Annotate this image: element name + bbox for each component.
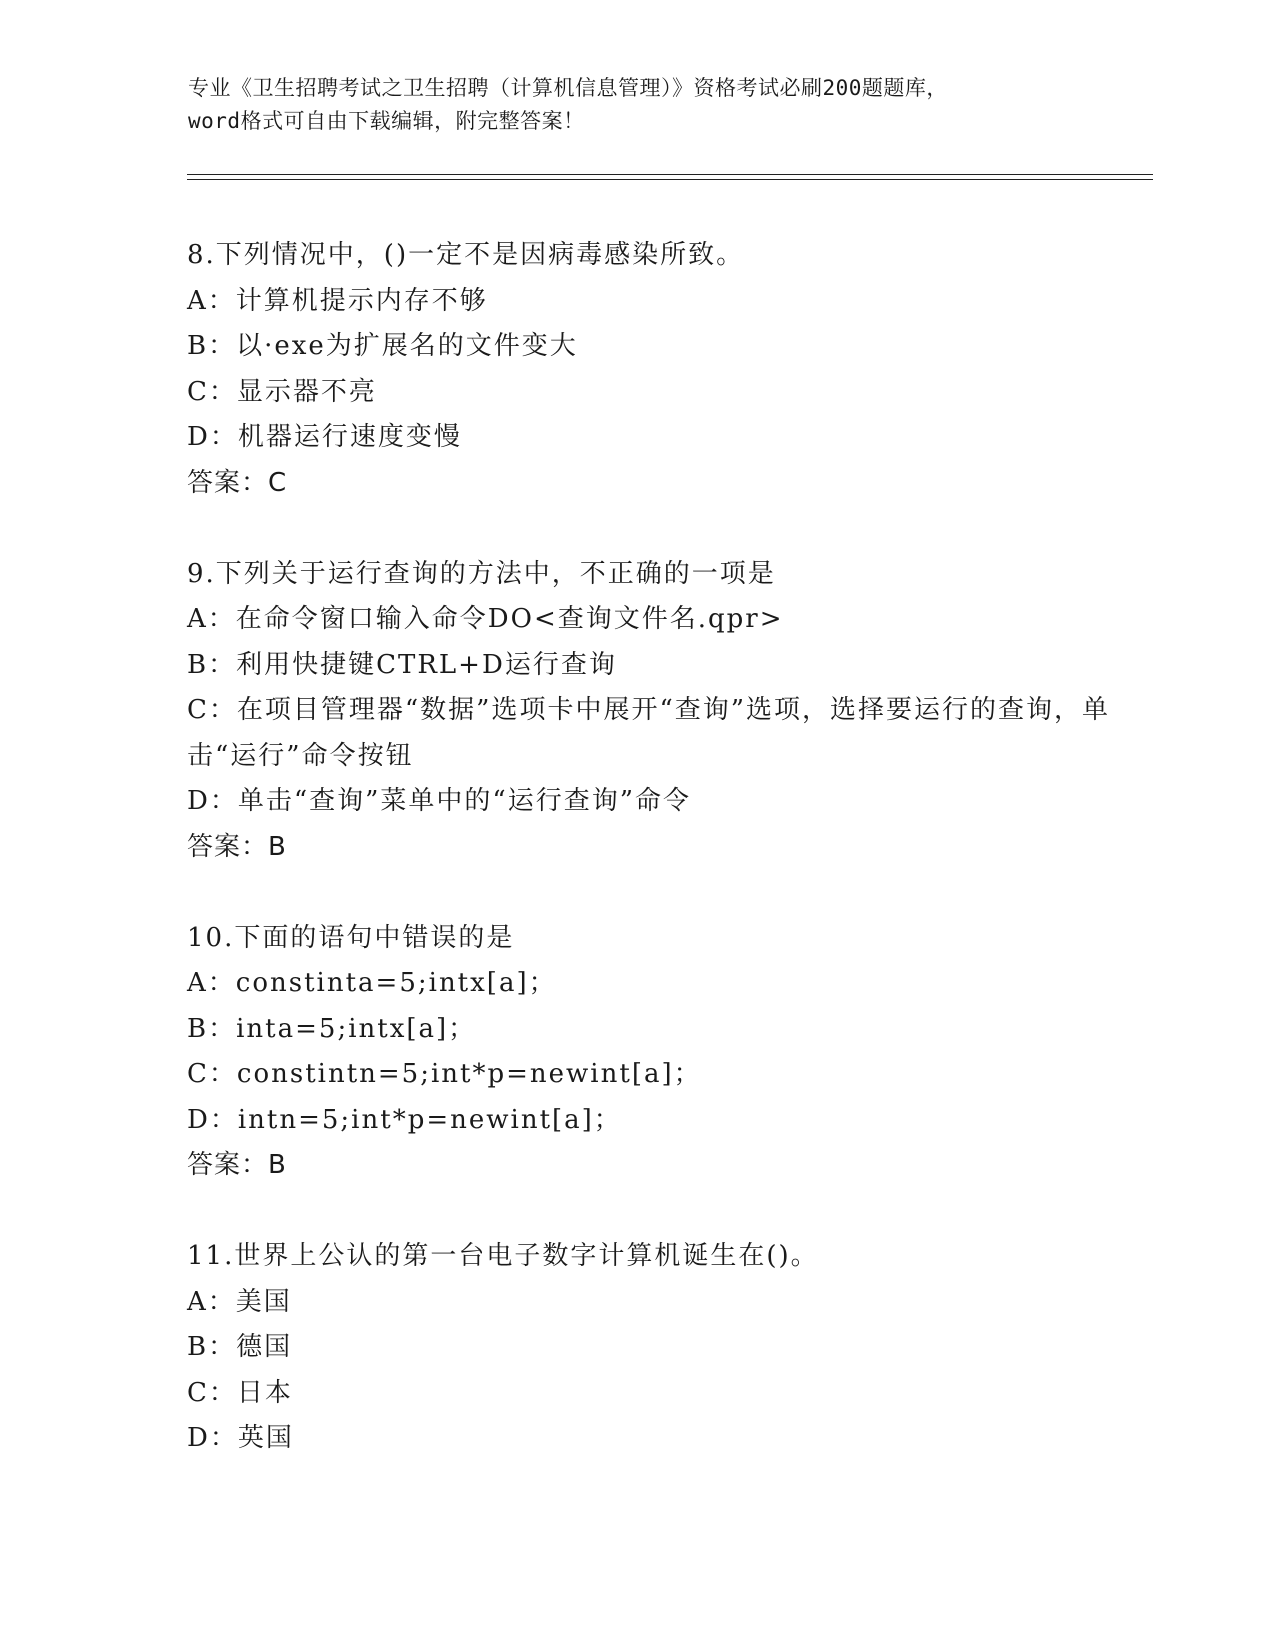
option-c: C：constintn=5;int*p=newint[a]； [187, 1059, 702, 1089]
header-line-1: 专业《卫生招聘考试之卫生招聘（计算机信息管理）》资格考试必刷200题题库， [188, 76, 948, 100]
document-header [188, 72, 1088, 138]
header-divider-top [187, 174, 1153, 175]
option-a: A：在命令窗口输入命令DO<查询文件名.qpr> [187, 604, 784, 634]
header-divider-bottom [187, 179, 1153, 180]
option-b: B：inta=5;intx[a]； [187, 1013, 477, 1044]
option-d: D：机器运行速度变慢 [187, 422, 462, 452]
option-d: D：英国 [187, 1423, 294, 1453]
question-stem: 11.世界上公认的第一台电子数字计算机诞生在()。 [187, 1241, 819, 1271]
option-c: C：日本 [187, 1377, 293, 1408]
header-line-2: word格式可自由下载编辑，附完整答案！ [188, 109, 585, 133]
question-stem: 10.下面的语句中错误的是 [187, 922, 515, 953]
answer: 答案：B [187, 1150, 287, 1180]
question-9 [187, 552, 1137, 871]
option-a: A：计算机提示内存不够 [187, 285, 488, 316]
answer: 答案：C [187, 467, 288, 498]
option-d: D：单击“查询”菜单中的“运行查询”命令 [187, 786, 692, 816]
option-b: B：利用快捷键CTRL+D运行查询 [187, 649, 617, 680]
question-list [187, 233, 1137, 1507]
option-a: A：constinta=5;intx[a]； [187, 968, 557, 998]
option-b: B：德国 [187, 1332, 293, 1362]
option-d: D：intn=5;int*p=newint[a]； [187, 1104, 622, 1135]
question-10 [187, 916, 1137, 1189]
question-stem: 9.下列关于运行查询的方法中，不正确的一项是 [187, 558, 776, 589]
question-8 [187, 233, 1137, 506]
answer: 答案：B [187, 831, 287, 862]
option-b: B：以·exe为扩展名的文件变大 [187, 331, 578, 361]
option-c: C：显示器不亮 [187, 376, 377, 407]
option-a: A：美国 [187, 1286, 292, 1317]
question-11 [187, 1234, 1137, 1462]
option-c: C：在项目管理器“数据”选项卡中展开“查询”选项，选择要运行的查询，单击“运行”命令按钮 [187, 695, 1111, 771]
question-stem: 8.下列情况中，()一定不是因病毒感染所致。 [187, 240, 745, 270]
